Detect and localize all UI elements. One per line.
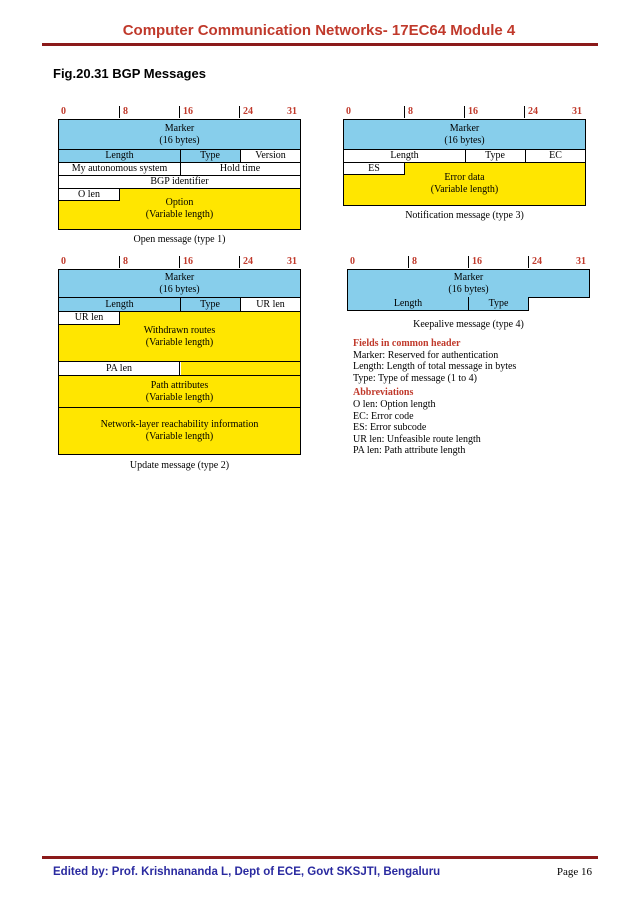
bgp-identifier-field: BGP identifier xyxy=(59,175,300,188)
error-data-label: Error data xyxy=(444,172,485,183)
marker-field xyxy=(344,119,585,149)
marker-field xyxy=(347,269,590,298)
length-field: Length xyxy=(105,150,134,161)
footer-credit: Edited by: Prof. Krishnananda L, Dept of ECE, Govt SKSJTI, Bengaluru xyxy=(53,866,441,878)
bit-label: 24 xyxy=(532,256,542,267)
version-field: Version xyxy=(241,150,300,162)
path-attr-size: (Variable length) xyxy=(145,391,214,403)
type-field: Type xyxy=(485,150,505,161)
bit-label: 16 xyxy=(468,106,478,117)
figure-caption: Fig.20.31 BGP Messages xyxy=(53,66,206,81)
length-field: Length xyxy=(390,150,419,161)
notification-caption: Notification message (type 3) xyxy=(405,210,524,221)
update-frame xyxy=(58,269,301,455)
marker-label: Marker xyxy=(164,271,195,283)
as-hold-row xyxy=(59,162,300,175)
type-field: Type xyxy=(200,150,220,161)
bit-label: 16 xyxy=(183,256,193,267)
error-subcode-field: ES xyxy=(344,162,405,175)
bit-label: 31 xyxy=(572,106,582,117)
path-attr-label: Path attributes xyxy=(150,379,209,391)
length-type-row xyxy=(344,149,585,162)
marker-size: (16 bytes) xyxy=(444,134,485,146)
footer-rule xyxy=(42,856,598,859)
hold-time-field: Hold time xyxy=(219,163,261,174)
error-data-size: (Variable length) xyxy=(430,184,499,195)
legend-item: PA len: Path attribute length xyxy=(353,445,466,457)
bit-label: 8 xyxy=(123,256,128,267)
marker-size: (16 bytes) xyxy=(159,283,200,295)
ur-len-continued-field: UR len xyxy=(59,311,120,325)
bit-ruler xyxy=(343,106,586,118)
option-size: (Variable length) xyxy=(145,209,214,220)
path-attributes-field xyxy=(59,375,300,407)
open-caption: Open message (type 1) xyxy=(133,234,226,245)
pa-len-row xyxy=(59,361,300,375)
bit-label: 24 xyxy=(528,106,538,117)
marker-label: Marker xyxy=(453,271,484,283)
keepalive-caption: Keepalive message (type 4) xyxy=(413,319,524,330)
length-type-row xyxy=(59,297,300,311)
bit-label: 0 xyxy=(61,256,66,267)
bit-label: 8 xyxy=(123,106,128,117)
marker-field xyxy=(59,269,300,297)
bit-label: 31 xyxy=(576,256,586,267)
my-as-field: My autonomous system xyxy=(71,163,168,174)
bit-ruler xyxy=(347,256,590,268)
legend-item: EC: Error code xyxy=(353,410,414,422)
bit-ruler xyxy=(58,256,301,268)
legend-item: Length: Length of total message in bytes xyxy=(353,361,517,373)
keepalive-message-diagram xyxy=(347,256,590,336)
ur-len-field: UR len xyxy=(241,298,300,311)
bit-label: 16 xyxy=(472,256,482,267)
open-message-diagram xyxy=(58,106,301,248)
option-label: Option xyxy=(165,197,194,208)
marker-label: Marker xyxy=(164,122,195,134)
bit-label: 24 xyxy=(243,106,253,117)
withdrawn-label: Withdrawn routes xyxy=(143,324,216,336)
bit-label: 0 xyxy=(346,106,351,117)
bit-label: 8 xyxy=(408,106,413,117)
length-type-row xyxy=(59,149,300,162)
length-field: Length xyxy=(347,297,469,311)
page-header-title: Computer Communication Networks- 17EC64 Module 4 xyxy=(122,22,516,39)
open-frame xyxy=(58,119,301,230)
bit-label: 0 xyxy=(61,106,66,117)
nlri-label: Network-layer reachability information xyxy=(100,419,259,430)
olen-field: O len xyxy=(59,188,120,201)
update-caption: Update message (type 2) xyxy=(129,460,230,471)
marker-size: (16 bytes) xyxy=(448,283,489,295)
abbreviations-title: Abbreviations xyxy=(353,387,414,399)
bit-label: 31 xyxy=(287,106,297,117)
length-field: Length xyxy=(105,298,134,310)
bit-label: 16 xyxy=(183,106,193,117)
nlri-size: (Variable length) xyxy=(145,431,214,442)
legend-item: UR len: Unfeasible route length xyxy=(353,433,481,445)
bit-label: 8 xyxy=(412,256,417,267)
bit-label: 31 xyxy=(287,256,297,267)
withdrawn-size: (Variable length) xyxy=(145,336,214,348)
error-code-field: EC xyxy=(549,150,562,161)
bit-label: 0 xyxy=(350,256,355,267)
notification-frame xyxy=(343,119,586,206)
notification-message-diagram xyxy=(343,106,586,224)
update-message-diagram xyxy=(58,256,301,476)
legend-item: O len: Option length xyxy=(353,398,436,410)
common-header-title: Fields in common header xyxy=(353,338,461,349)
pa-len-field: PA len xyxy=(59,362,180,375)
bit-label: 24 xyxy=(243,256,253,267)
nlri-field xyxy=(59,407,300,454)
legend-item: Marker: Reserved for authentication xyxy=(353,349,499,361)
legend-item: ES: Error subcode xyxy=(353,422,427,434)
type-field: Type xyxy=(468,297,529,311)
type-field: Type xyxy=(200,298,220,310)
bit-ruler xyxy=(58,106,301,118)
legend-item: Type: Type of message (1 to 4) xyxy=(353,372,477,384)
legend xyxy=(353,338,516,457)
page-number: Page 16 xyxy=(556,866,592,878)
marker-field xyxy=(59,119,300,149)
header-rule xyxy=(42,43,598,46)
marker-label: Marker xyxy=(449,122,480,134)
marker-size: (16 bytes) xyxy=(159,134,200,146)
